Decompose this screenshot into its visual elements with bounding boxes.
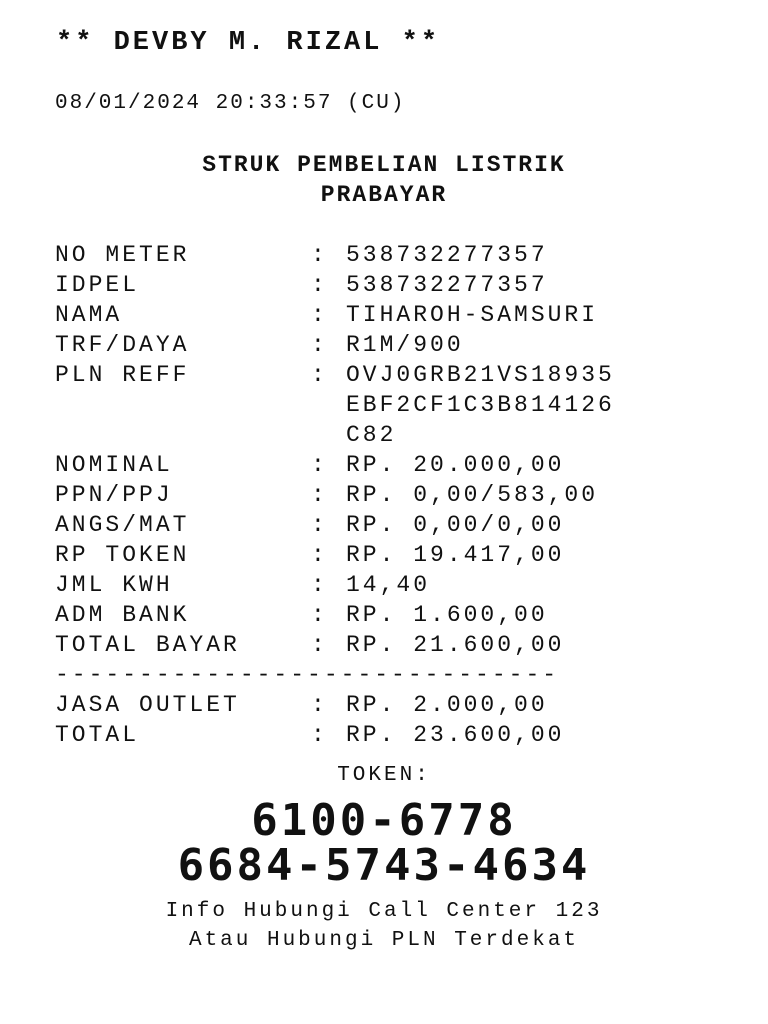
receipt-title [0,150,768,210]
detail-label: TOTAL BAYAR [55,632,240,658]
detail-separator: : [311,542,328,568]
detail-label: NO METER [55,242,190,268]
total-row-total [55,720,745,750]
footer-info-line-2: Atau Hubungi PLN Terdekat [188,929,580,952]
token-label: TOKEN: [337,764,431,787]
detail-row-nominal [55,450,745,480]
detail-label: PLN REFF [55,362,190,388]
detail-separator: : [311,602,328,628]
detail-label: NAMA [55,302,123,328]
detail-label: NOMINAL [55,452,173,478]
detail-value: 14,40 [346,572,431,598]
total-row-jasa-outlet [55,690,745,720]
footer-info-line-1: Info Hubungi Call Center 123 [165,900,603,923]
token-number-line-1: 6100-6778 [251,795,517,846]
detail-separator: : [311,242,328,268]
total-label: TOTAL [55,722,140,748]
detail-value: EBF2CF1C3B814126 [346,392,615,418]
detail-label: ANGS/MAT [55,512,190,538]
detail-value: 538732277357 [346,272,548,298]
detail-row-angs-mat [55,510,745,540]
detail-value: RP. 1.600,00 [346,602,548,628]
detail-value: OVJ0GRB21VS18935 [346,362,615,388]
detail-value: R1M/900 [346,332,464,358]
detail-row-idpel [55,270,745,300]
detail-row-ppn-ppj [55,480,745,510]
detail-value: 538732277357 [346,242,548,268]
detail-value: RP. 20.000,00 [346,452,565,478]
detail-row-nama [55,300,745,330]
receipt-title-line-2: PRABAYAR [320,182,448,208]
detail-row-pln-reff-cont-1 [55,390,745,420]
detail-separator: : [311,632,328,658]
transaction-timestamp: 08/01/2024 20:33:57 (CU) [55,92,406,115]
detail-row-pln-reff-cont-2 [55,420,745,450]
dashed-divider: ------------------------------ [55,662,560,688]
detail-label: IDPEL [55,272,140,298]
detail-separator: : [311,362,328,388]
detail-label: TRF/DAYA [55,332,190,358]
detail-value: TIHAROH-SAMSURI [346,302,599,328]
detail-label: ADM BANK [55,602,190,628]
detail-value: C82 [346,422,397,448]
receipt-title-line-1: STRUK PEMBELIAN LISTRIK [202,152,566,178]
token-number-line-2: 6684-5743-4634 [177,840,591,891]
detail-separator: : [311,572,328,598]
detail-row-rp-token [55,540,745,570]
detail-row-no-meter [55,240,745,270]
receipt-details [55,240,745,750]
detail-label: JML KWH [55,572,173,598]
detail-row-jml-kwh [55,570,745,600]
total-separator: : [311,722,328,748]
detail-value: RP. 0,00/0,00 [346,512,565,538]
detail-separator: : [311,332,328,358]
detail-separator: : [311,512,328,538]
total-value: RP. 2.000,00 [346,692,548,718]
detail-row-adm-bank [55,600,745,630]
detail-row-trf-daya [55,330,745,360]
detail-separator: : [311,482,328,508]
detail-separator: : [311,302,328,328]
detail-label: PPN/PPJ [55,482,173,508]
detail-value: RP. 0,00/583,00 [346,482,599,508]
total-label: JASA OUTLET [55,692,240,718]
detail-value: RP. 19.417,00 [346,542,565,568]
detail-label: RP TOKEN [55,542,190,568]
detail-row-pln-reff [55,360,745,390]
detail-row-total-bayar [55,630,745,660]
detail-separator: : [311,452,328,478]
detail-separator: : [311,272,328,298]
merchant-title: ** DEVBY M. RIZAL ** [56,28,441,58]
detail-value: RP. 21.600,00 [346,632,565,658]
total-value: RP. 23.600,00 [346,722,565,748]
total-separator: : [311,692,328,718]
